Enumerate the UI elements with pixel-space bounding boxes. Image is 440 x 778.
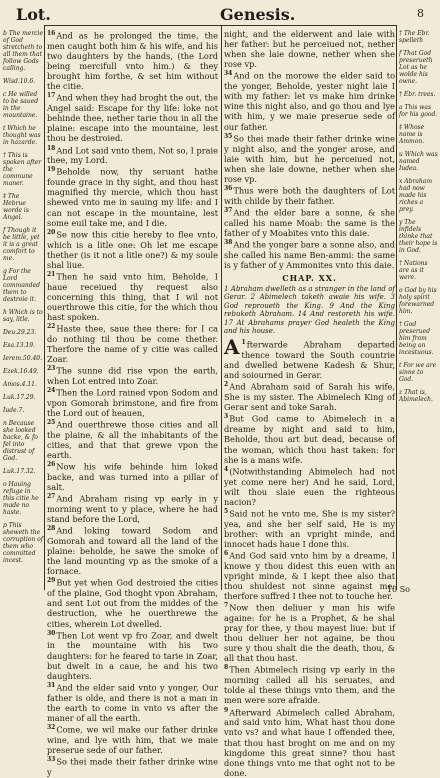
verse-text: And the elder bare a sonne, & she called his name Moab: the same is the father of y Moabites vnto this daie. <box>224 207 395 238</box>
margin-note: Amos.4.11. <box>3 381 37 388</box>
chapter-summary: 1 Abraham dwelleth as a stranger in the land of Gerar. 2 Abimelech taketh awaie his wife. 3 God reproueth the King. 9 And the King rebuketh Abraham. 14 And restoreth his wife. 17 At Abrahams prayer God healeth the King and his house. <box>224 284 395 335</box>
verse-number: 4 <box>224 465 229 473</box>
margin-note: Luk.17.32. <box>3 468 36 475</box>
verse-number: 31 <box>47 681 56 689</box>
verse <box>224 335 395 381</box>
verse <box>224 663 395 705</box>
margin-note: o Hauing refuge in this citie he made no haste. <box>3 481 39 516</box>
center-column-rule <box>221 25 222 590</box>
verse-text: Now his wife behinde him loked backe, and was turned into a pillar of salt. <box>47 461 218 493</box>
margin-note: a This was for his good. <box>399 104 438 118</box>
verse-text: The sunne did rise vpon the earth, when Lot entred into Zoar. <box>47 365 218 386</box>
verse-text: fterwarde Abraham departed thence toward the South countrie and dwelled betwene Kadesh & Shur, and soiourned in Gerar. <box>224 340 395 381</box>
verse <box>224 465 395 507</box>
verse <box>47 228 218 270</box>
verse-text: And the yonger bare a sonne also, and she called his name Ben-ammi: the same is y father of y Ammonites vnto this daie. <box>224 239 395 270</box>
verse-text: And God said vnto him by a dreame, I knowe y thou didest this euen with an vpright minde, & I kept thee also that thou shuldest not sinne against me: therfore suffred I thee not to touche her. <box>224 550 395 602</box>
verse <box>47 460 218 492</box>
margin-note: † Ebr. trees. <box>399 91 436 98</box>
verse-number: 16 <box>47 30 56 37</box>
margin-note: Wisd.10.6. <box>3 78 36 85</box>
margin-note: † God preserued him from being an incestuous. <box>399 321 434 356</box>
verse <box>47 681 218 723</box>
verse-text: Se now this citie hereby to flee vnto, which is a litle one: Oh let me escape thether (is it not a litle one?) & my soule shal liue. <box>47 229 218 270</box>
verse-text: Haste thee, saue thee there: for I ca do nothing til thou be come thether. Therfore the name of y citie was called Zoar. <box>47 323 218 365</box>
verse-number: 35 <box>224 132 233 140</box>
margin-note: † This is spoken after the commune maner. <box>3 152 42 187</box>
verse-number: 36 <box>224 184 233 192</box>
verse-number: 2 <box>224 381 229 389</box>
verse-text: Then he said vnto him, Beholde, I haue receiued thy request also concerning this thing, that I wil not ouerthrowe this citie, for the which thou hast spoken. <box>47 271 218 322</box>
margin-note: b The mercie of God stretcheth to all them that follow Gods calling. <box>3 30 44 72</box>
margin-note: t Which he thought was in hazarde. <box>3 125 41 146</box>
verse-number: 32 <box>47 723 56 731</box>
verse-number: 33 <box>47 755 56 763</box>
margin-note: Ierem.50.40. <box>3 355 43 362</box>
margin-note: ‡ Whose name is Ammon. <box>399 124 425 145</box>
verse <box>224 706 395 778</box>
verse-text: Then Abimelech rising vp early in the morning called all his seruates, and tolde al these things vnto them, and the men were sore afraide. <box>224 665 395 706</box>
verse <box>224 29 395 69</box>
margin-note: Ezek.16.49. <box>3 368 39 375</box>
margin-note: n Because she looked backe, & fo fel into distrust of God. <box>3 420 38 462</box>
verse <box>47 165 218 227</box>
catchword: 10 So <box>386 585 410 594</box>
verse-text: And when they had broght the out, the Angel said: Escape for thy life: loke not behinde thee, nether tarie thou in all the plaine: escape into the mountaine, lest thou be destroied. <box>47 93 218 144</box>
running-title-right: Genesis. <box>220 5 296 24</box>
verse-number: 18 <box>47 144 56 152</box>
margin-note: c He willed to be saued in the mountaine. <box>3 91 39 119</box>
margin-note: f That God preserueth Lot as he wolde his owne. <box>399 50 433 85</box>
verse <box>47 29 218 91</box>
verse-number: 17 <box>47 92 56 100</box>
verse <box>224 380 395 412</box>
verse-number: 8 <box>224 664 229 672</box>
verse <box>224 238 395 270</box>
page-number: 8 <box>417 7 424 20</box>
verse-text: night, and the elderwent and laie with her father: but he perceiued not, nether when she laie downe, nether when she rose vp. <box>224 29 395 70</box>
verse <box>47 386 218 418</box>
margin-note: o God by his holy spirit forewarned him. <box>399 287 437 315</box>
verse-text: So thei made their father drinke wine y night also, and the yonger arose, and laie with him, but he perceiued not, when she laie downe, nether when she rose vp. <box>224 133 395 184</box>
verse-text: Beholde now, thy seruant hathe founde grace in thy sight, and thou hast magnified thy mercie, which thou hast shewed vnto me in sauing my life: and I can not escape in the mountaine, lest some euil take me, and I die. <box>47 167 218 228</box>
verse <box>47 492 218 524</box>
verse <box>47 270 218 322</box>
verse-text: And ouerthrewe those cities and all the plaine, & all the inhabitants of the cities, and that that grewe vpon the earth. <box>47 419 218 461</box>
verse <box>47 723 218 755</box>
left-text-column <box>47 29 218 777</box>
verse-number: 30 <box>47 629 56 637</box>
verse <box>224 69 395 131</box>
verse-number: 24 <box>47 387 56 395</box>
verse <box>224 132 395 184</box>
verse-text: Then Lot went vp fro Zoar, and dwelt in the mountaine with his two daughters: for he feared to tarie in Zoar, but dwelt in a caue, he and his two daughters. <box>47 630 218 681</box>
verse <box>47 322 218 364</box>
margin-note: y The infidels thinke that their hope is in God. <box>399 219 438 254</box>
margin-note: u Which was named Iudea. <box>399 151 438 172</box>
verse-number: 20 <box>47 228 56 236</box>
verse-text: Then the Lord rained vpon Sodom and vpon Gomorah brimstone, and fire from the Lord out of heauen, <box>47 387 218 418</box>
verse-number: 23 <box>47 365 56 373</box>
verse-text: (Notwithstanding Abimelech had not yet come nere her) And he said, Lord, wilt thou slaie euen the righteous nacion? <box>224 466 395 507</box>
verse <box>47 576 218 628</box>
header-rule <box>44 25 396 26</box>
verse-number: 19 <box>47 166 56 174</box>
verse-number: 27 <box>47 493 56 501</box>
running-header <box>0 5 440 27</box>
right-text-column <box>224 29 395 778</box>
verse-text: And Abraham rising vp early in y morning went to y place, where he had stand before the Lord, <box>47 493 218 525</box>
verse-text: And as he prolonged the time, the men caught both him & his wife, and his two daughters by the hands, (the Lord being mercifull vnto him.) & they brought him forthe, & set him without the citie. <box>47 30 218 92</box>
verse <box>47 755 218 777</box>
verse <box>224 206 395 238</box>
verse <box>47 629 218 681</box>
verse-text: And loking toward Sodom and Gomorah and toward all the land of the plaine: beholde, he sawe the smoke of the land mounting vp as the smoke of a fornace. <box>47 525 218 577</box>
verse <box>224 549 395 601</box>
verse <box>224 507 395 549</box>
margin-note: t For we are sinne to God. <box>399 362 437 383</box>
verse <box>224 184 395 206</box>
verse-text: Now then deliuer y man his wife againe: for he is a Prophet, & he shal pray for thee, y thou mayest liue: but if thou deliuer her not againe, be thou sure y thou shalt die the death, thou, & all that thou hast. <box>224 602 395 664</box>
verse-number: 38 <box>224 238 233 246</box>
verse-number: 3 <box>224 413 229 421</box>
margin-note: † The Ebr. spelleth <box>399 30 430 44</box>
verse-number: 25 <box>47 419 56 427</box>
verse-text: But yet when God destroied the cities of the plaine, God thoght vpon Abraham, and sent Lot out from the middes of the destruction, whe he ouerthrewe the cities, wherein Lot dwelled. <box>47 578 218 629</box>
verse-text: And Lot said vnto them, Not so, I praie thee, my Lord. <box>47 145 218 166</box>
left-margin-notes <box>3 30 43 570</box>
verse <box>47 524 218 576</box>
verse-number: 29 <box>47 577 56 585</box>
verse-text: Thus were both the daughters of Lot with childe by their father. <box>224 185 395 206</box>
chapter-heading: CHAP. XX. <box>282 272 337 283</box>
verse-number: 7 <box>224 602 229 610</box>
margin-note: † Nations are as it were. <box>399 260 428 281</box>
margin-note: ‡ The Hebrue worde is Angel. <box>3 193 29 221</box>
verse-number: 6 <box>224 549 229 557</box>
verse-number: 21 <box>47 270 56 278</box>
verse-number: 9 <box>224 706 229 714</box>
margin-note: p This sheweth the corruption of them who committed incest. <box>3 522 43 564</box>
verse <box>47 364 218 386</box>
verse-text: Afterward Abimelech called Abraham, and said vnto him, What hast thou done vnto vs? and what haue I offended thee, that thou hast broght on me and on my kingdome this great sinne? thou hast done things vnto me that oght not to be done. <box>224 707 395 778</box>
verse <box>47 91 218 143</box>
drop-cap: A <box>224 335 240 360</box>
margin-note: Deu.29.23. <box>3 329 37 336</box>
verse-number: 1 <box>241 339 246 347</box>
margin-note: Esa.13.19. <box>3 342 36 349</box>
verse-number: 26 <box>47 461 56 469</box>
verse-number: 37 <box>224 206 233 214</box>
verse-number: 34 <box>224 70 233 78</box>
verse-text: And Abraham said of Sarah his wife, She is my sister. The Abimelech King of Gerar sent and toke Sarah. <box>224 382 395 413</box>
margin-note: z That is, Abimelech. <box>399 389 433 403</box>
margin-note: g For the Lord commanded them to destroie it. <box>3 268 41 303</box>
running-title-left: Lot. <box>16 5 51 24</box>
margin-note: Iude.7. <box>3 407 25 414</box>
verse <box>47 144 218 166</box>
margin-note: Luk.17.29. <box>3 394 36 401</box>
margin-note: f Though it be little, yet it is a great comfort to me. <box>3 227 40 262</box>
verse-text: And on the morowe the elder said to the yonger, Beholde, yester night laie I with my father: let vs make him drinke wine this night also, and go thou and lye with him, y we maie preserue sede of our father. <box>224 71 395 132</box>
verse <box>224 412 395 464</box>
left-column-rule <box>44 25 45 590</box>
verse-text: But God came to Abimelech in a dreame by night and said to him, Beholde, thou art but dead, because of the woman, which thou hast taken: for she is a mans wife. <box>224 414 395 465</box>
verse-text: Come, we wil make our father drinke wine, and lye with him, that we maie preserue sede of our father. <box>47 724 218 755</box>
verse <box>47 418 218 460</box>
verse-number: 5 <box>224 507 229 515</box>
verse-number: 22 <box>47 323 56 331</box>
verse-text: So thei made their father drinke wine y <box>47 756 218 777</box>
right-margin-notes <box>399 30 438 409</box>
verse-text: And the elder said vnto y yonger, Our father is olde, and there is not a man in the earth to come in vnto vs after the maner of all the earth. <box>47 682 218 723</box>
margin-note: h Which is to say, litle. <box>3 309 43 323</box>
margin-note: x Abraham had now made his riches a prey. <box>399 178 433 213</box>
right-column-rule <box>396 25 397 590</box>
verse-number: 28 <box>47 525 56 533</box>
verse <box>224 601 395 663</box>
verse-text: Said not he vnto me, She is my sister? yea, and she her self said, He is my brother: with an vpright minde, and innocet hads haue I done this. <box>224 508 395 549</box>
